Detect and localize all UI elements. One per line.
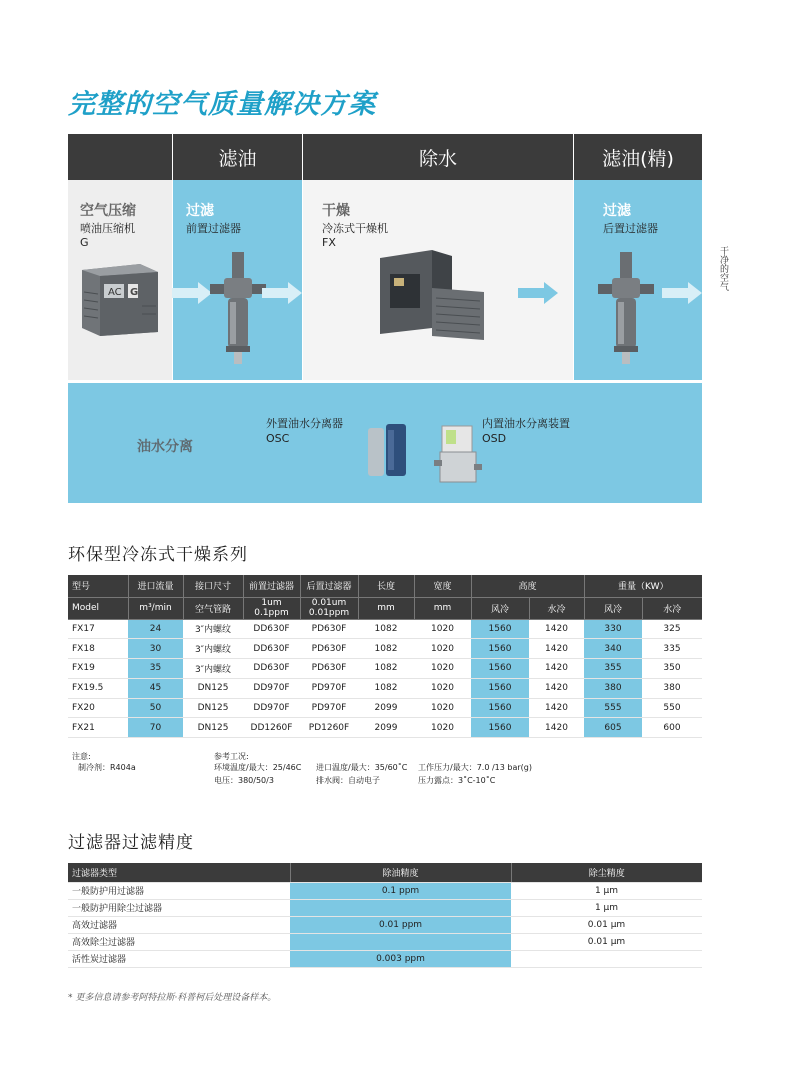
table-cell: PD970F <box>300 698 358 718</box>
table-cell: 600 <box>642 718 702 738</box>
table-cell: 一般防护用过滤器 <box>68 882 290 899</box>
flow-header-blank <box>68 134 172 180</box>
flow-header-oil-filter: 滤油 <box>173 134 302 180</box>
table-cell: DD970F <box>243 698 300 718</box>
th-length-unit: mm <box>358 597 414 619</box>
ref-voltage: 电压：380/50/3 <box>214 776 274 785</box>
table-cell: 1560 <box>471 698 529 718</box>
dryer-table-header-2 <box>68 597 702 619</box>
table-cell: 1020 <box>414 659 471 679</box>
th-weight: 重量（KW） <box>584 575 702 597</box>
svg-text:AC: AC <box>108 287 122 298</box>
table-row <box>68 698 702 718</box>
table-cell: 550 <box>642 698 702 718</box>
table-cell: 325 <box>642 619 702 639</box>
table-cell: 45 <box>128 678 183 698</box>
table-cell: 30 <box>128 639 183 659</box>
th-prefilter-grade: 1um 0.1ppm <box>243 597 300 619</box>
table-cell: 1082 <box>358 678 414 698</box>
table-cell: FX19 <box>68 659 128 679</box>
table-row <box>68 659 702 679</box>
table-cell: DD630F <box>243 659 300 679</box>
table-cell: FX20 <box>68 698 128 718</box>
dryer-image <box>372 248 488 348</box>
table-cell: 0.01 μm <box>511 933 702 950</box>
dryer-table-header-1 <box>68 575 702 597</box>
table-cell: 555 <box>584 698 642 718</box>
table-cell: DD1260F <box>243 718 300 738</box>
table-cell: PD630F <box>300 619 358 639</box>
pre-filter-image <box>210 250 266 368</box>
th-prefilter: 前置过滤器 <box>243 575 300 597</box>
th-connection: 接口尺寸 <box>183 575 243 597</box>
filter-precision-title: 过滤器过滤精度 <box>68 833 194 853</box>
table-row <box>68 899 702 916</box>
table-row <box>68 950 702 967</box>
filter-table-header <box>68 863 702 882</box>
th-postfilter: 后置过滤器 <box>300 575 358 597</box>
table-cell: 2099 <box>358 698 414 718</box>
table-cell: FX19.5 <box>68 678 128 698</box>
th-length: 长度 <box>358 575 414 597</box>
flow-arrow-4 <box>662 282 702 304</box>
footnote: * 更多信息请参考阿特拉斯·科普柯后处理设备样本。 <box>68 993 277 1003</box>
table-cell: 24 <box>128 619 183 639</box>
table-cell: 350 <box>642 659 702 679</box>
pre-filter-category: 过滤 <box>186 203 214 219</box>
table-cell: 340 <box>584 639 642 659</box>
table-cell: 1082 <box>358 639 414 659</box>
flow-arrow-3 <box>518 282 558 304</box>
table-cell: 1420 <box>529 619 584 639</box>
flow-arrow-2 <box>262 282 302 304</box>
th-flow-unit: m³/min <box>128 597 183 619</box>
table-cell: 1020 <box>414 619 471 639</box>
table-cell: 1020 <box>414 718 471 738</box>
table-cell: 1560 <box>471 718 529 738</box>
table-cell: PD630F <box>300 659 358 679</box>
table-cell: 1 μm <box>511 882 702 899</box>
table-cell: 0.01 ppm <box>290 916 511 933</box>
table-cell: 1560 <box>471 619 529 639</box>
ref-pressure: 工作压力/最大：7.0 /13 bar(g) <box>418 763 532 772</box>
table-cell: 1560 <box>471 659 529 679</box>
table-row <box>68 678 702 698</box>
table-cell: 1020 <box>414 678 471 698</box>
table-cell: 355 <box>584 659 642 679</box>
th-oil-precision: 除油精度 <box>290 863 511 882</box>
ref-dewpoint: 压力露点：3˚C-10˚C <box>418 776 496 785</box>
table-cell: 1082 <box>358 659 414 679</box>
osc-code: OSC <box>266 432 290 445</box>
th-model: 型号 <box>68 575 128 597</box>
table-cell: 1420 <box>529 639 584 659</box>
dryer-name: 冷冻式干燥机 <box>322 222 388 235</box>
th-postfilter-grade: 0.01um 0.01ppm <box>300 597 358 619</box>
dryer-series-title: 环保型冷冻式干燥系列 <box>68 545 248 565</box>
table-cell: 3″内螺纹 <box>183 639 243 659</box>
table-cell: 3″内螺纹 <box>183 659 243 679</box>
table-cell: DD630F <box>243 639 300 659</box>
table-cell: DD630F <box>243 619 300 639</box>
compression-category: 空气压缩 <box>80 203 136 219</box>
table-cell: DD970F <box>243 678 300 698</box>
note-label: 注意: <box>72 752 91 761</box>
th-height: 高度 <box>471 575 584 597</box>
table-cell: 1420 <box>529 718 584 738</box>
post-filter-name: 后置过滤器 <box>603 222 658 235</box>
table-cell: 380 <box>642 678 702 698</box>
table-cell: 1420 <box>529 678 584 698</box>
osc-name: 外置油水分离器 <box>266 417 343 430</box>
compression-code: G <box>80 236 89 249</box>
table-cell: 605 <box>584 718 642 738</box>
compressor-image <box>80 262 162 336</box>
ref-inlet-temp: 进口温度/最大：35/60˚C <box>316 763 408 772</box>
table-cell: 1082 <box>358 619 414 639</box>
clean-air-label: 干净的空气 <box>718 246 728 291</box>
th-model-en: Model <box>68 597 128 619</box>
svg-text:G: G <box>130 287 139 298</box>
table-row <box>68 718 702 738</box>
table-cell: 0.1 ppm <box>290 882 511 899</box>
osd-name: 内置油水分离装置 <box>482 417 570 430</box>
th-dust-precision: 除尘精度 <box>511 863 702 882</box>
table-cell: 1560 <box>471 639 529 659</box>
table-cell: DN125 <box>183 718 243 738</box>
table-cell: 1560 <box>471 678 529 698</box>
table-cell: 高效过滤器 <box>68 916 290 933</box>
table-cell: 活性炭过滤器 <box>68 950 290 967</box>
table-cell: 1420 <box>529 698 584 718</box>
dryer-table <box>68 575 702 738</box>
table-cell: DN125 <box>183 678 243 698</box>
osc-image <box>366 420 410 480</box>
table-cell: 335 <box>642 639 702 659</box>
th-air-pipe: 空气管路 <box>183 597 243 619</box>
table-cell <box>290 899 511 916</box>
post-filter-image <box>598 250 654 368</box>
table-cell: 1020 <box>414 639 471 659</box>
ref-ambient: 环境温度/最大：25/46C <box>214 763 302 772</box>
table-cell: DN125 <box>183 698 243 718</box>
table-cell: 0.003 ppm <box>290 950 511 967</box>
th-height-water: 水冷 <box>529 597 584 619</box>
th-height-air: 风冷 <box>471 597 529 619</box>
table-cell <box>511 950 702 967</box>
page-title: 完整的空气质量解决方案 <box>68 89 376 120</box>
osd-code: OSD <box>482 432 507 445</box>
table-cell: FX17 <box>68 619 128 639</box>
th-weight-water: 水冷 <box>642 597 702 619</box>
table-cell: FX21 <box>68 718 128 738</box>
th-width: 宽度 <box>414 575 471 597</box>
table-row <box>68 639 702 659</box>
table-cell: 70 <box>128 718 183 738</box>
flow-header-fine-filter: 滤油(精) <box>574 134 702 180</box>
table-cell: 高效除尘过滤器 <box>68 933 290 950</box>
table-cell <box>290 933 511 950</box>
table-cell: PD1260F <box>300 718 358 738</box>
table-cell: 2099 <box>358 718 414 738</box>
flow-arrow-1 <box>172 282 212 304</box>
dryer-category: 干燥 <box>322 203 350 219</box>
table-cell: 330 <box>584 619 642 639</box>
table-cell: 1020 <box>414 698 471 718</box>
table-cell: FX18 <box>68 639 128 659</box>
dryer-code: FX <box>322 236 336 249</box>
note-refrigerant: 制冷剂：R404a <box>78 763 136 772</box>
pre-filter-name: 前置过滤器 <box>186 222 241 235</box>
th-width-unit: mm <box>414 597 471 619</box>
table-cell: PD970F <box>300 678 358 698</box>
table-cell: 0.01 μm <box>511 916 702 933</box>
table-cell: 380 <box>584 678 642 698</box>
table-row <box>68 916 702 933</box>
table-cell: 1420 <box>529 659 584 679</box>
table-row <box>68 619 702 639</box>
th-weight-air: 风冷 <box>584 597 642 619</box>
table-cell: 50 <box>128 698 183 718</box>
compression-name: 喷油压缩机 <box>80 222 135 235</box>
flow-header-water-removal: 除水 <box>303 134 573 180</box>
post-filter-category: 过滤 <box>603 203 631 219</box>
table-cell: PD630F <box>300 639 358 659</box>
th-filter-type: 过滤器类型 <box>68 863 290 882</box>
th-flow: 进口流量 <box>128 575 183 597</box>
table-cell: 一般防护用除尘过滤器 <box>68 899 290 916</box>
separation-category: 油水分离 <box>137 439 193 455</box>
table-cell: 35 <box>128 659 183 679</box>
table-cell: 1 μm <box>511 899 702 916</box>
filter-table <box>68 863 702 968</box>
table-row <box>68 882 702 899</box>
osd-image <box>432 424 484 486</box>
table-row <box>68 933 702 950</box>
ref-drain: 排水阀：自动电子 <box>316 776 380 785</box>
table-cell: 3″内螺纹 <box>183 619 243 639</box>
ref-label: 参考工况: <box>214 752 249 761</box>
